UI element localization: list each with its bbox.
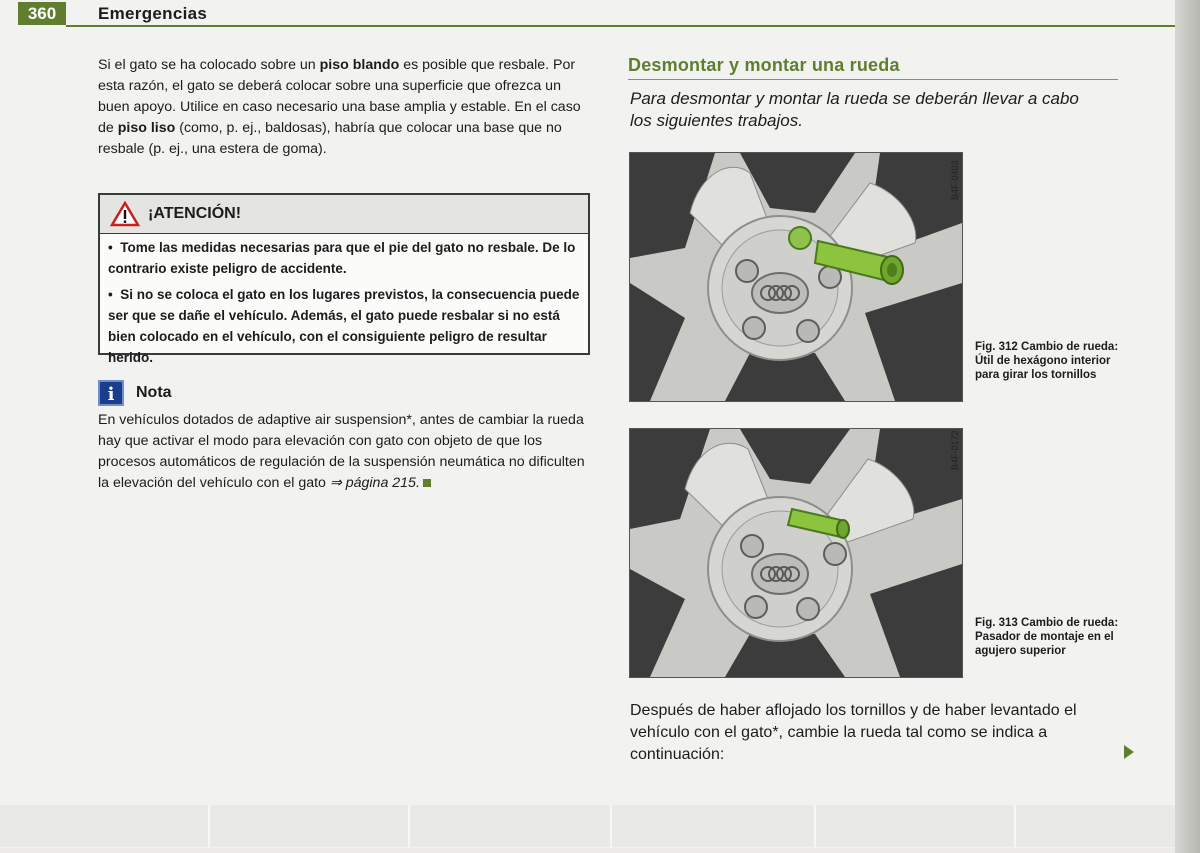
wheel-mounting-pin-illustration [630, 429, 962, 677]
header-rule [66, 25, 1175, 27]
book-page-edge [1175, 0, 1200, 853]
figure-313-caption: Fig. 313 Cambio de rueda: Pasador de montaje en el agujero superior [975, 617, 1119, 657]
intro-text-2: es posible que resbale. Por esta razón, el gato se deberá colocar sobre una superficie que ofrezca un buen apoyo. Utilice en caso necesario una base amplia y estable. En el caso de [98, 57, 581, 136]
section-title: Desmontar y montar una rueda [628, 55, 900, 75]
page-number: 360 [18, 2, 66, 25]
warning-box [98, 193, 590, 365]
warning-item-2: • Si no se coloca el gato en los lugares previstos, la consecuencia puede ser que se dañe el vehículo. Además, el gato puede resbalar si no está bien colocado en el vehículo, con el consiguiente peligro de resultar herido. [108, 287, 580, 365]
page-footer-band [0, 805, 1175, 847]
intro-paragraph [98, 55, 590, 160]
warning-item-1: • Tome las medidas necesarias para que el pie del gato no resbale. De lo contrario existe peligro de accidente. [108, 240, 576, 276]
note-paragraph [98, 410, 590, 494]
note-header [98, 380, 172, 406]
page-header [0, 0, 1175, 27]
intro-bold-soft-floor: piso blando [319, 57, 400, 73]
warning-header [100, 195, 588, 234]
footer-cell [1016, 805, 1175, 847]
figure-312-image [629, 152, 963, 402]
footer-cell [210, 805, 410, 847]
continue-arrow-icon [1124, 745, 1134, 759]
footer-cell [410, 805, 612, 847]
figure-313-code: B4F-0172 [950, 430, 960, 470]
intro-text-3: (como, p. ej., baldosas), habría que colocar una base que no resbale (p. ej., una estera de goma). [98, 120, 562, 157]
warning-item-1-text: Tome las medidas necesarias para que el pie del gato no resbale. De lo contrario existe peligro de accidente. [108, 240, 576, 276]
end-of-section-icon [423, 479, 431, 487]
warning-item-2-text: Si no se coloca el gato en los lugares previstos, la consecuencia puede ser que se dañe el vehículo. Además, el gato puede resbalar si no está bien colocado en el vehículo, con el consiguiente peligro de resultar herido. [108, 287, 580, 365]
note-text: En vehículos dotados de adaptive air suspension*, antes de cambiar la rueda hay que activar el modo para elevación con gato con objeto de que los procesos automáticos de regulación de la suspensión neumática no dificulten la elevación del vehículo con el gato [98, 412, 585, 491]
info-icon: i [98, 380, 124, 406]
section-lead: Para desmontar y montar la rueda se deberán llevar a cabo los siguientes trabajos. [630, 89, 1079, 130]
wheel-hex-tool-illustration [630, 153, 962, 401]
intro-text-1: Si el gato se ha colocado sobre un [98, 57, 320, 73]
warning-triangle-icon [110, 201, 140, 227]
section-rule [628, 79, 1118, 80]
figure-313-image [629, 428, 963, 678]
footer-cell [816, 805, 1016, 847]
chapter-title: Emergencias [98, 4, 208, 23]
footer-cell [0, 805, 210, 847]
figure-312-code: B4F-0403 [950, 160, 960, 200]
procedure-intro: Después de haber aflojado los tornillos y de haber levantado el vehículo con el gato*, cambie la rueda tal como se indica a continuación: [630, 702, 1077, 763]
footer-cell [612, 805, 816, 847]
page-reference-link[interactable]: ⇒ página 215. [329, 475, 420, 491]
note-title: Nota [136, 384, 172, 401]
figure-312-caption: Fig. 312 Cambio de rueda: Útil de hexágono interior para girar los tornillos [975, 341, 1119, 381]
warning-title: ¡ATENCIÓN! [148, 205, 242, 222]
intro-bold-smooth-floor: piso liso [117, 120, 176, 136]
